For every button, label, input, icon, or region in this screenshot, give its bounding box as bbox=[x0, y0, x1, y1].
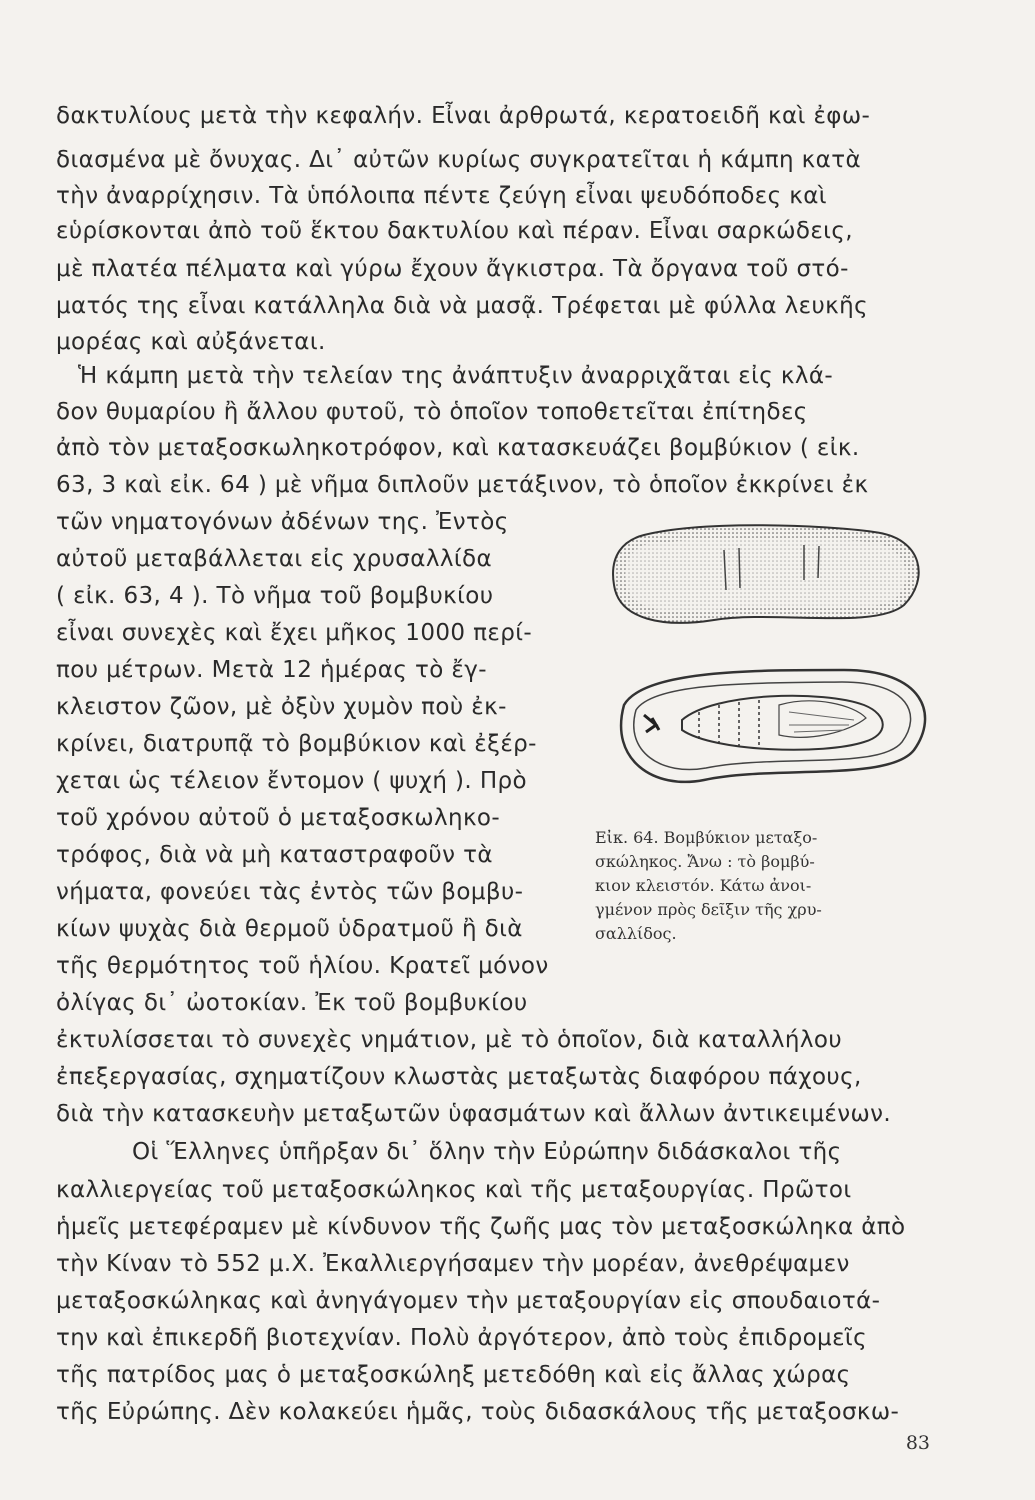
figure-caption bbox=[595, 826, 940, 946]
caption-line: κιον κλειστόν. Κάτω ἀνοι- bbox=[595, 876, 812, 895]
page-number: 83 bbox=[905, 1432, 930, 1454]
text-line: τῆς θερμότητος τοῦ ἡλίου. Κρατεῖ μόνον bbox=[56, 953, 549, 979]
text-line: τῆς πατρίδος μας ὁ μεταξοσκώληξ μετεδόθη καὶ εἰς ἄλλας χώρας bbox=[56, 1362, 851, 1388]
text-line: ἡμεῖς μετεφέραμεν μὲ κίνδυνον τῆς ζωῆς μας τὸν μεταξοσκώληκα ἀπὸ bbox=[56, 1214, 906, 1240]
text-line: ἐπεξεργασίας, σχηματίζουν κλωστὰς μεταξωτὰς διαφόρου πάχους, bbox=[56, 1064, 862, 1090]
text-line: κλειστον ζῶον, μὲ ὀξὺν χυμὸν ποὺ ἐκ- bbox=[56, 694, 507, 720]
text-line: τῆς Εὐρώπης. Δὲν κολακεύει ἡμᾶς, τοὺς διδασκάλους τῆς μεταξοσκω- bbox=[56, 1399, 900, 1425]
text-line: που μέτρων. Μετὰ 12 ἡμέρας τὸ ἔγ- bbox=[56, 657, 487, 683]
text-line: 63, 3 καὶ εἰκ. 64 ) μὲ νῆμα διπλοῦν μετάξινον, τὸ ὁποῖον ἐκκρίνει ἐκ bbox=[56, 472, 869, 498]
opened-cocoon bbox=[621, 670, 925, 782]
text-line: νήματα, φονεύει τὰς ἐντὸς τῶν βομβυ- bbox=[56, 879, 524, 905]
text-line: διὰ τὴν κατασκευὴν μεταξωτῶν ὑφασμάτων καὶ ἄλλων ἀντικειμένων. bbox=[56, 1101, 892, 1127]
text-line: την καὶ ἐπικερδῆ βιοτεχνίαν. Πολὺ ἀργότερον, ἀπὸ τοὺς ἐπιδρομεῖς bbox=[56, 1325, 868, 1351]
text-line: ἐκτυλίσσεται τὸ συνεχὲς νημάτιον, μὲ τὸ ὁποῖον, διὰ καταλλήλου bbox=[56, 1027, 843, 1053]
closed-cocoon bbox=[613, 525, 919, 623]
text-line: διασμένα μὲ ὄνυχας. Δι᾽ αὐτῶν κυρίως συγκρατεῖται ἡ κάμπη κατὰ bbox=[56, 147, 862, 173]
text-line: Οἱ Ἕλληνες ὑπῆρξαν δι᾽ ὅλην τὴν Εὐρώπην διδάσκαλοι τῆς bbox=[132, 1139, 842, 1165]
text-line: τὴν Κίναν τὸ 552 μ.Χ. Ἐκαλλιεργήσαμεν τὴν μορέαν, ἀνεθρέψαμεν bbox=[56, 1251, 850, 1277]
text-line: τὴν ἀναρρίχησιν. Τὰ ὑπόλοιπα πέντε ζεύγη εἶναι ψευδόποδες καὶ bbox=[56, 183, 827, 209]
caption-line: σαλλίδος. bbox=[595, 924, 677, 943]
text-line: κίων ψυχὰς διὰ θερμοῦ ὑδρατμοῦ ἢ διὰ bbox=[56, 916, 523, 942]
text-line: τρόφος, διὰ νὰ μὴ καταστραφοῦν τὰ bbox=[56, 842, 493, 868]
text-line: ( εἰκ. 63, 4 ). Τὸ νῆμα τοῦ βομβυκίου bbox=[56, 583, 494, 609]
text-line: ματός της εἶναι κατάλληλα διὰ νὰ μασᾷ. Τρέφεται μὲ φύλλα λευκῆς bbox=[56, 293, 869, 319]
caption-line: γμένον πρὸς δεῖξιν τῆς χρυ- bbox=[595, 900, 822, 919]
text-line: κρίνει, διατρυπᾷ τὸ βομβύκιον καὶ ἐξέρ- bbox=[56, 731, 537, 757]
text-line: ὀλίγας δι᾽ ὠοτοκίαν. Ἐκ τοῦ βομβυκίου bbox=[56, 990, 528, 1016]
caption-line: Εἰκ. 64. Βομβύκιον μεταξο- bbox=[595, 828, 818, 847]
text-line: δακτυλίους μετὰ τὴν κεφαλήν. Εἶναι ἀρθρωτά, κερατοειδῆ καὶ ἐφω- bbox=[56, 103, 871, 129]
text-line: τῶν νηματογόνων ἀδένων της. Ἐντὸς bbox=[56, 509, 509, 535]
text-line: ἀπὸ τὸν μεταξοσκωληκοτρόφον, καὶ κατασκευάζει βομβύκιον ( εἰκ. bbox=[56, 435, 860, 461]
text-line: εὑρίσκονται ἀπὸ τοῦ ἕκτου δακτυλίου καὶ πέραν. Εἶναι σαρκώδεις, bbox=[56, 218, 853, 244]
text-line: μεταξοσκώληκας καὶ ἀνηγάγομεν τὴν μεταξουργίαν εἰς σπουδαιοτά- bbox=[56, 1288, 881, 1314]
text-line: καλλιεργείας τοῦ μεταξοσκώληκος καὶ τῆς μεταξουργίας. Πρῶτοι bbox=[56, 1177, 852, 1203]
text-line: χεται ὡς τέλειον ἔντομον ( ψυχή ). Πρὸ bbox=[56, 768, 527, 794]
text-line: τοῦ χρόνου αὐτοῦ ὁ μεταξοσκωληκο- bbox=[56, 805, 501, 831]
text-line: αὐτοῦ μεταβάλλεται εἰς χρυσαλλίδα bbox=[56, 546, 493, 572]
caption-line: σκώληκος. Ἄνω : τὸ βομβύ- bbox=[595, 852, 815, 871]
cocoon-illustration bbox=[604, 520, 934, 820]
text-line: μορέας καὶ αὐξάνεται. bbox=[56, 329, 326, 355]
text-line: δον θυμαρίου ἢ ἄλλου φυτοῦ, τὸ ὁποῖον τοποθετεῖται ἐπίτηδες bbox=[56, 399, 808, 425]
text-line: Ἡ κάμπη μετὰ τὴν τελείαν της ἀνάπτυξιν ἀναρριχᾶται εἰς κλά- bbox=[78, 363, 834, 389]
text-line: εἶναι συνεχὲς καὶ ἔχει μῆκος 1000 περί- bbox=[56, 620, 533, 646]
text-line: μὲ πλατέα πέλματα καὶ γύρω ἔχουν ἄγκιστρα. Τὰ ὄργανα τοῦ στό- bbox=[56, 256, 849, 282]
